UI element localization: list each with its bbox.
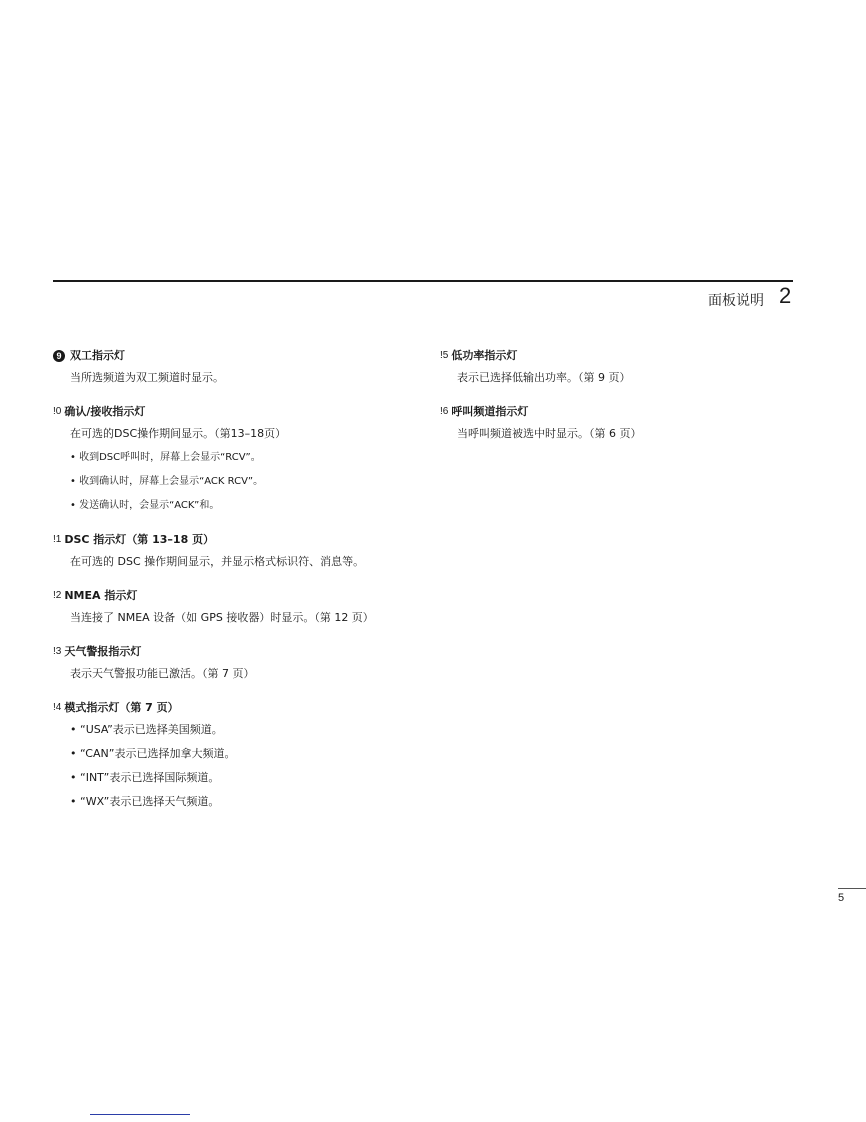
list-item: • “CAN”表示已选择加拿大频道。 xyxy=(70,742,423,766)
item-marker: !0 xyxy=(53,406,62,417)
item-title: 双工指示灯 xyxy=(70,349,125,362)
bullet-list xyxy=(53,446,423,518)
page-number-rule xyxy=(838,888,866,889)
item-marker: !3 xyxy=(53,646,62,657)
right-column xyxy=(440,346,820,458)
item-title: 低功率指示灯 xyxy=(451,349,518,362)
item-desc: 当呼叫频道被选中时显示。（第 6 页） xyxy=(457,427,642,440)
item-marker: 9 xyxy=(53,350,65,362)
item-ack-rcv-indicator xyxy=(53,402,423,518)
item-desc: 当连接了 NMEA 设备（如 GPS 接收器）时显示。（第 12 页） xyxy=(70,611,374,624)
item-low-power-indicator xyxy=(440,346,820,390)
item-marker: !4 xyxy=(53,702,62,713)
item-dsc-indicator xyxy=(53,530,423,574)
item-title: 天气警报指示灯 xyxy=(64,645,142,658)
item-duplex-indicator xyxy=(53,346,423,390)
item-title: 模式指示灯（第 7 页） xyxy=(64,701,179,714)
item-marker: !1 xyxy=(53,534,62,545)
list-item: • 收到确认时，屏幕上会显示“ACK RCV”。 xyxy=(70,470,423,494)
header-rule xyxy=(53,280,793,282)
item-call-channel-indicator xyxy=(440,402,820,446)
item-marker: !2 xyxy=(53,590,62,601)
item-desc: 表示天气警报功能已激活。（第 7 页） xyxy=(70,667,255,680)
item-title: 呼叫频道指示灯 xyxy=(451,405,529,418)
item-mode-indicator xyxy=(53,698,423,814)
item-desc: 在可选的DSC操作期间显示。（第13–18页） xyxy=(70,427,287,440)
footnote-rule xyxy=(90,1114,190,1115)
item-weather-alert-indicator xyxy=(53,642,423,686)
item-title: 确认/接收指示灯 xyxy=(64,405,146,418)
item-marker: !5 xyxy=(440,350,449,361)
list-item: • “INT”表示已选择国际频道。 xyxy=(70,766,423,790)
item-nmea-indicator xyxy=(53,586,423,630)
item-marker: !6 xyxy=(440,406,449,417)
item-title: NMEA 指示灯 xyxy=(64,589,138,602)
left-column xyxy=(53,346,423,826)
item-desc: 表示已选择低输出功率。（第 9 页） xyxy=(457,371,631,384)
item-desc: 当所选频道为双工频道时显示。 xyxy=(70,371,224,384)
list-item: • “WX”表示已选择天气频道。 xyxy=(70,790,423,814)
page-number: 5 xyxy=(838,892,845,904)
item-title: DSC 指示灯（第 13–18 页） xyxy=(64,533,215,546)
section-title: 面板说明 xyxy=(708,293,764,309)
bullet-list xyxy=(53,718,423,814)
chapter-number: 2 xyxy=(779,283,792,308)
list-item: • 发送确认时，会显示“ACK”和。 xyxy=(70,494,423,518)
list-item: • “USA”表示已选择美国频道。 xyxy=(70,718,423,742)
item-desc: 在可选的 DSC 操作期间显示，并显示格式标识符、消息等。 xyxy=(70,555,365,568)
list-item: • 收到DSC呼叫时，屏幕上会显示“RCV”。 xyxy=(70,446,423,470)
